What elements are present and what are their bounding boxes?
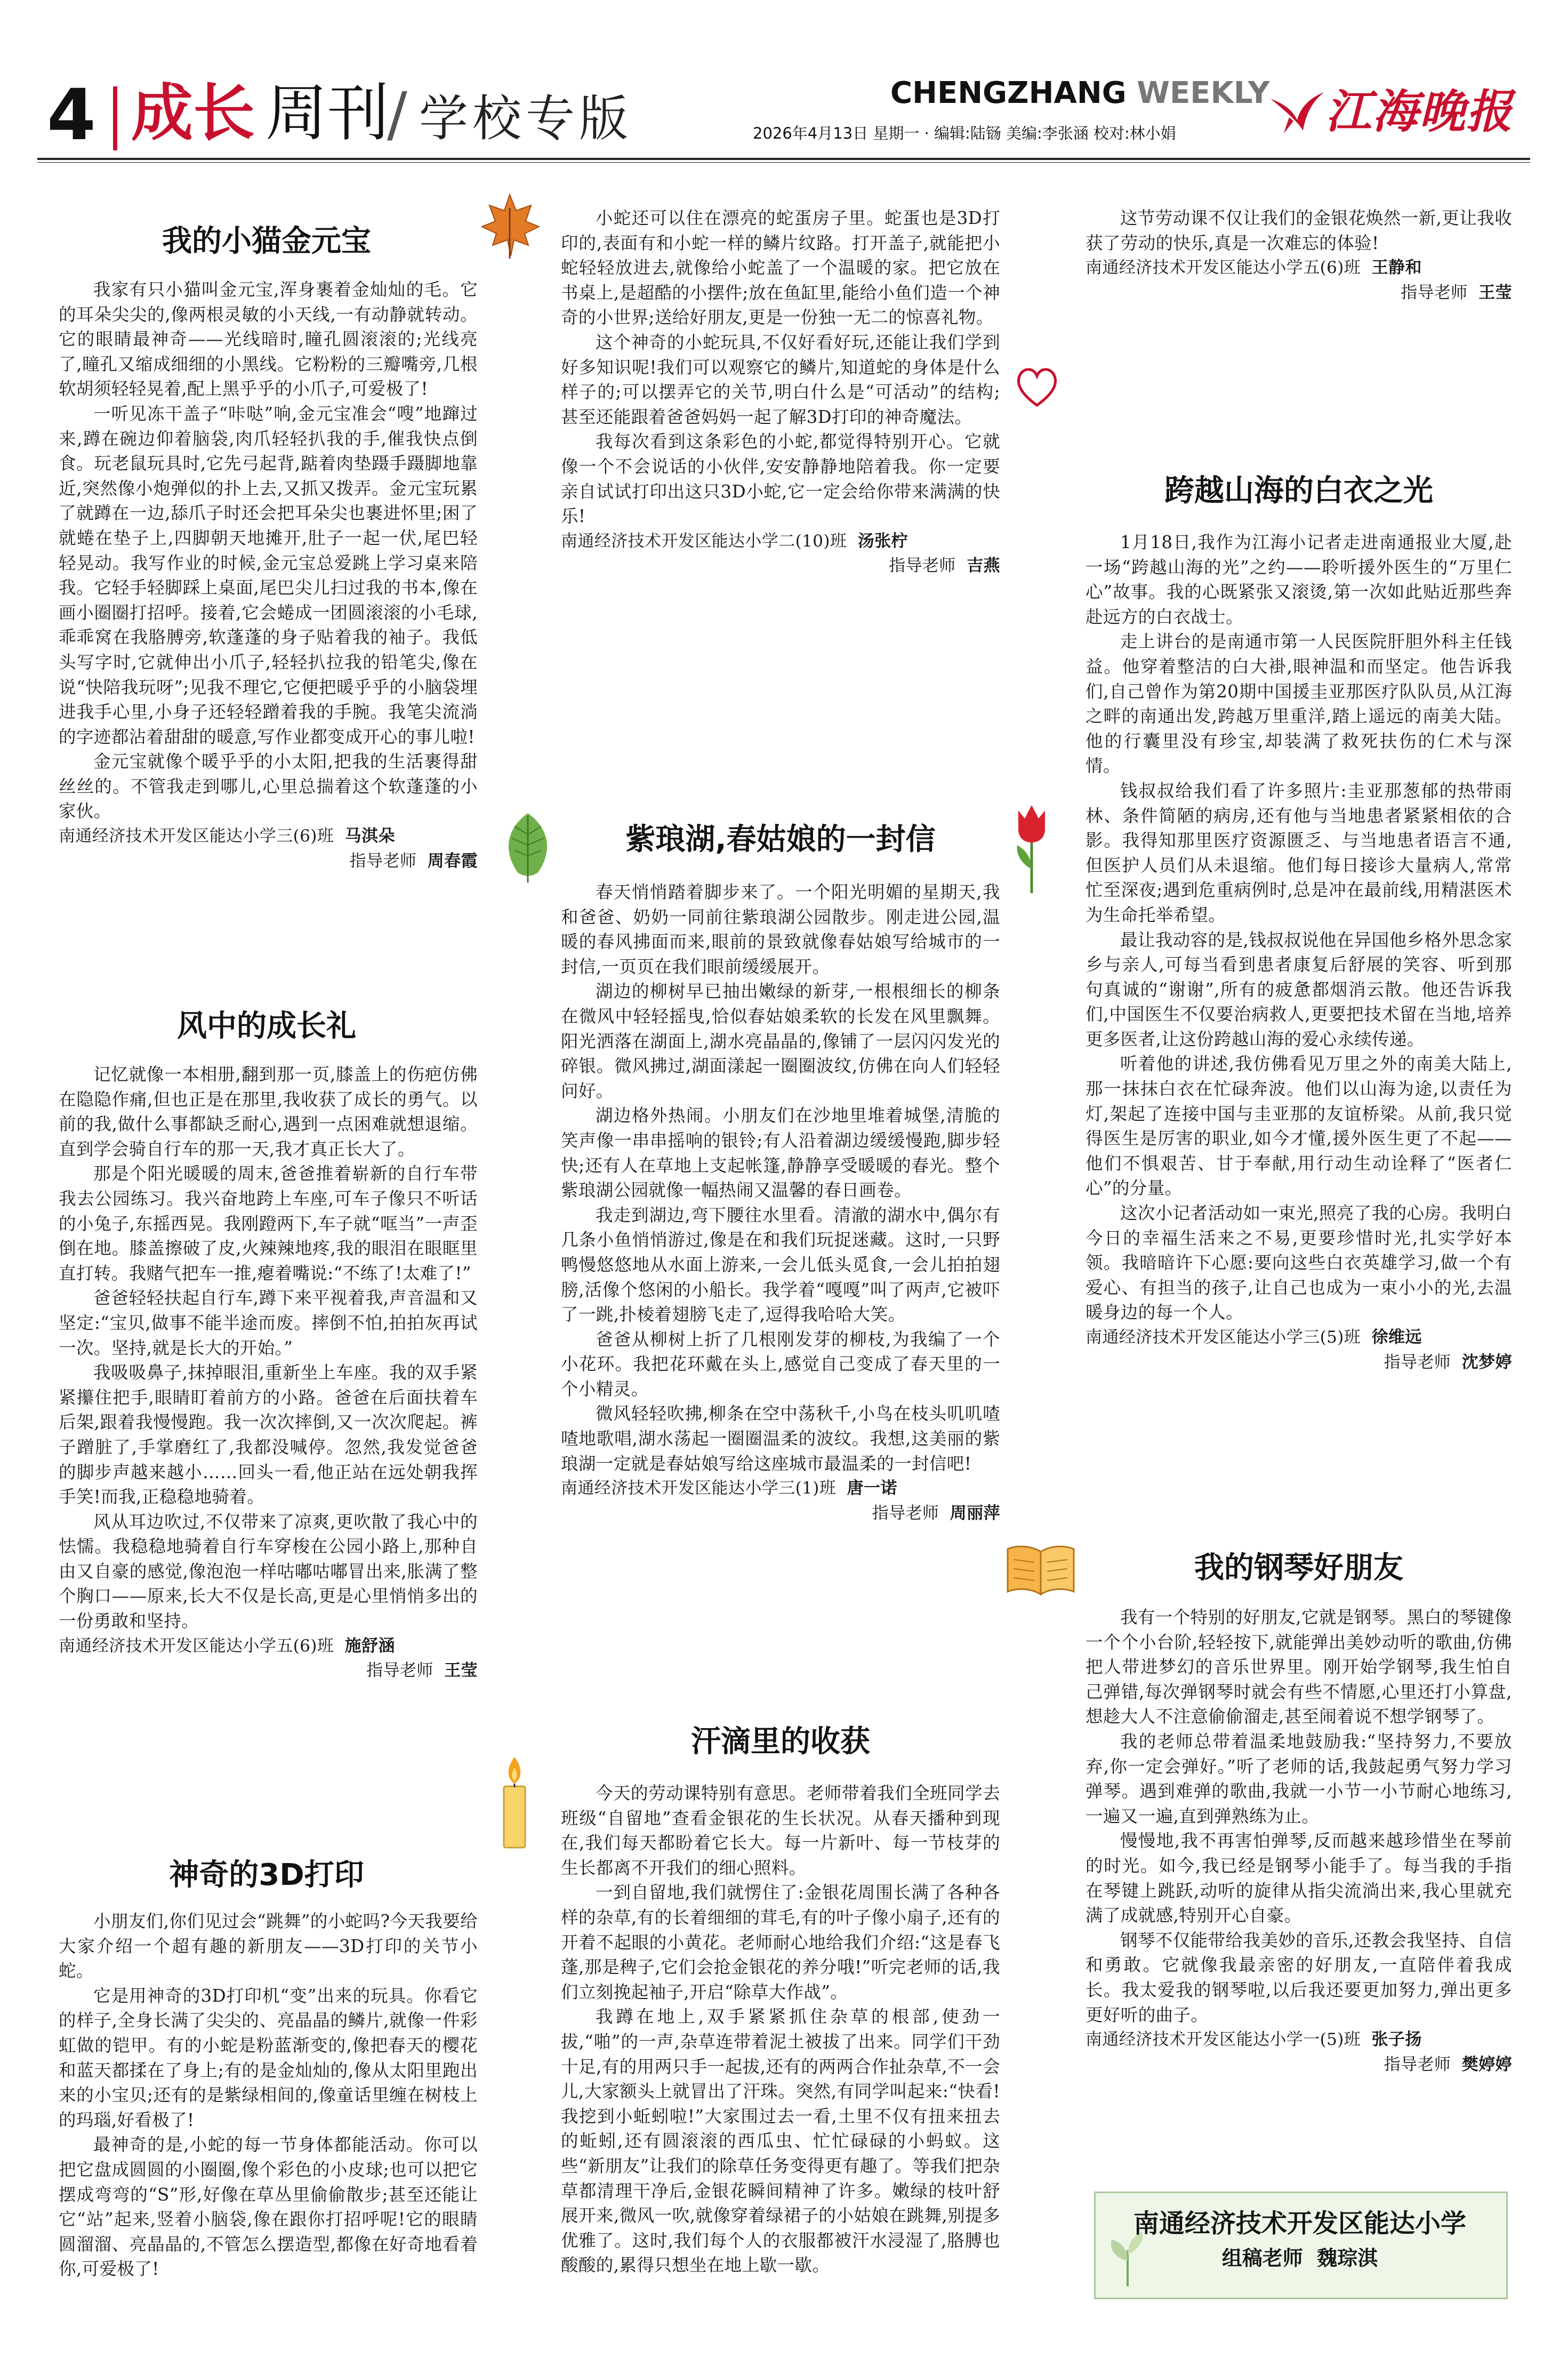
weekly-word-a: CHENGZHANG <box>890 76 1127 110</box>
student-name: 唐一诺 <box>847 1479 897 1498</box>
paragraph: 小朋友们,你们见过会“跳舞”的小蛇吗?今天我要给大家介绍一个超有趣的新朋友——3D打印的关节小蛇。 <box>59 1911 478 1981</box>
paragraph: 金元宝就像个暖乎乎的小太阳,把我的生活裹得甜丝丝的。不管我走到哪儿,心里总揣着这个软蓬蓬的小家伙。 <box>59 751 478 822</box>
author-line <box>561 529 1000 554</box>
green-leaf-icon <box>496 810 560 885</box>
author-line <box>1085 2027 1512 2052</box>
paragraph: 我的老师总带着温柔地鼓励我:“坚持努力,不要放弃,你一定会弹好。”听了老师的话,我鼓起勇气努力学习弹琴。遇到难弹的歌曲,我就一小节一小节耐心地练习,一遍又一遍,直到弹熟练为止。 <box>1085 1731 1512 1826</box>
heart-icon <box>1013 363 1061 411</box>
paragraph: 走上讲台的是南通市第一人民医院肝胆外科主任钱益。他穿着整洁的白大褂,眼神温和而坚定。他告诉我们,自己曾作为第20期中国援圭亚那医疗队队员,从江海之畔的南通出发,跨越万里重洋,踏上遥远的南美大陆。他的行囊里没有珍宝,却装满了救死扶伤的仁术与深情。 <box>1085 631 1512 776</box>
teacher-name: 吉燕 <box>967 556 1000 576</box>
footer-school: 南通经济技术开发区能达小学 <box>1133 2209 1466 2238</box>
paragraph: 我家有只小猫叫金元宝,浑身裹着金灿灿的毛。它的耳朵尖尖的,像两根灵敏的小天线,一有动静就转动。它的眼睛最神奇——光线暗时,瞳孔圆滚滚的;光线亮了,瞳孔又缩成细细的小黑线。它粉粉的三瓣嘴旁,几根软胡须轻轻晃着,配上黑乎乎的小爪子,可爱极了! <box>59 279 478 399</box>
teacher-line <box>59 849 478 874</box>
article-title: 风中的成长礼 <box>177 1009 356 1043</box>
paragraph: 风从耳边吹过,不仅带来了凉爽,更吹散了我心中的怯懦。我稳稳地骑着自行车穿梭在公园小路上,那种自由又自豪的感觉,像泡泡一样咕嘟咕嘟冒出来,胀满了整个胸口——原来,长大不仅是长高,更是心里悄悄多出的一份勇敢和坚持。 <box>59 1511 478 1632</box>
student-name: 徐维远 <box>1371 1328 1422 1347</box>
article-body <box>1085 530 1512 1375</box>
teacher-line <box>561 1501 1000 1526</box>
paragraph: 我吸吸鼻子,抹掉眼泪,重新坐上车座。我的双手紧紧攥住把手,眼睛盯着前方的小路。爸爸在后面扶着车后架,跟着我慢慢跑。我一次次摔倒,又一次次爬起。裤子蹭脏了,手掌磨红了,我都没喊停。忽然,我发觉爸爸的脚步声越来越小……回头一看,他正站在远处朝我挥手笑!而我,正稳稳地骑着。 <box>59 1362 478 1507</box>
paragraph: 春天悄悄踏着脚步来了。一个阳光明媚的星期天,我和爸爸、奶奶一同前往紫琅湖公园散步。刚走进公园,温暖的春风拂面而来,眼前的景致就像春姑娘写给城市的一封信,一页页在我们眼前缓缓展开。 <box>561 882 1000 977</box>
teacher-name: 王莹 <box>1478 283 1512 302</box>
advisor-label: 组稿老师 <box>1221 2246 1303 2270</box>
article-title: 跨越山海的白衣之光 <box>1164 473 1433 508</box>
paragraph: 最神奇的是,小蛇的每一节身体都能活动。你可以把它盘成圆圆的小圈圈,像个彩色的小皮球;也可以把它摆成弯弯的“S”形,好像在草丛里偷偷散步;甚至还能让它“站”起来,竖着小脑袋,像在跟你打招呼呢!它的眼睛圆溜溜、亮晶晶的,不管怎么摆造型,都像在好奇地看着你,可爱极了! <box>59 2134 478 2279</box>
article-body-continued <box>561 206 1000 579</box>
paragraph: 湖边格外热闹。小朋友们在沙地里堆着城堡,清脆的笑声像一串串摇响的银铃;有人沿着湖边缓缓慢跑,脚步轻快;还有人在草地上支起帐篷,静静享受暖暖的春光。整个紫琅湖公园就像一幅热闹又温馨的春日画卷。 <box>561 1105 1000 1201</box>
teacher-name: 周春霞 <box>427 851 478 871</box>
paragraph: 一到自留地,我们就愣住了:金银花周围长满了各种各样的杂草,有的长着细细的茸毛,有的叶子像小扇子,还有的开着不起眼的小黄花。老师耐心地给我们介绍:“这是春飞蓬,那是稗子,它们会抢金银花的养分哦!”听完老师的话,我们立刻挽起袖子,开启“除草大作战”。 <box>561 1882 1000 2002</box>
paragraph: 慢慢地,我不再害怕弹琴,反而越来越珍惜坐在琴前的时光。如今,我已经是钢琴小能手了。每当我的手指在琴键上跳跃,动听的旋律从指尖流淌出来,我心里就充满了成就感,特别开心自豪。 <box>1085 1831 1512 1926</box>
author-line <box>59 1634 478 1659</box>
candle-icon <box>493 1754 536 1850</box>
footer-advisor-line <box>1098 2245 1501 2271</box>
article-body <box>561 1781 1000 2278</box>
paragraph: 爸爸轻轻扶起自行车,蹲下来平视着我,声音温和又坚定:“宝贝,做事不能半途而废。摔倒不怕,拍拍灰再试一次。坚持,就是长大的开始。” <box>59 1288 478 1358</box>
weekly-word-b: WEEKLY <box>1137 76 1270 110</box>
author-line <box>1085 1325 1512 1350</box>
advisor-name: 魏琮淇 <box>1317 2246 1378 2270</box>
paragraph: 听着他的讲述,我仿佛看见万里之外的南美大陆上,那一抹抹白衣在忙碌奔波。他们以山海为途,以责任为灯,架起了连接中国与圭亚那的友谊桥梁。从前,我只觉得医生是厉害的职业,如今才懂,援外医生更了不起——他们不惧艰苦、甘于奉献,用行动生动诠释了“医者仁心”的分量。 <box>1085 1054 1512 1199</box>
paragraph: 最让我动容的是,钱叔叔说他在异国他乡格外思念家乡与亲人,可每当看到患者康复后舒展的笑容、听到那句真诚的“谢谢”,所有的疲惫都烟消云散。他还告诉我们,中国医生不仅要治病救人,更要把技术留在当地,培养更多医者,让这份跨越山海的爱心永续传递。 <box>1085 929 1512 1049</box>
paragraph: 一听见冻干盖子“咔哒”响,金元宝准会“嗖”地蹿过来,蹲在碗边仰着脑袋,肉爪轻轻扒我的手,催我快点倒食。玩老鼠玩具时,它先弓起背,踮着肉垫蹑手蹑脚地靠近,突然像小炮弹似的扑上去,又抓又拨弄。金元宝玩累了就蹲在一边,舔爪子时还会把耳朵尖也裹进怀里;困了就蜷在垫子上,四脚朝天地摊开,肚子一起一伏,尾巴轻轻晃动。我写作业的时候,金元宝总爱跳上学习桌来陪我。它轻手轻脚踩上桌面,尾巴尖儿扫过我的书本,像在画小圈圈打招呼。接着,它会蜷成一团圆滚滚的小毛球,乖乖窝在我胳膊旁,软蓬蓬的身子贴着我的袖子。我低头写字时,它就伸出小爪子,轻轻扒拉我的铅笔尖,像在说“快陪我玩呀”;见我不理它,它便把暖乎乎的小脑袋埋进我手心里,小身子还轻轻蹭着我的手腕。我笔尖流淌的字迹都沾着甜甜的暖意,写作业都变成开心的事儿啦! <box>59 403 478 747</box>
paragraph: 我每次看到这条彩色的小蛇,都觉得特别开心。它就像一个不会说话的小伙伴,安安静静地陪着我。你一定要亲自试试打印出这只3D小蛇,它一定会给你带来满满的快乐! <box>561 431 1000 527</box>
teacher-name: 王莹 <box>444 1661 478 1681</box>
article-title: 神奇的3D打印 <box>169 1858 364 1892</box>
teacher-name: 周丽萍 <box>950 1503 1000 1523</box>
paragraph: 我蹲在地上,双手紧紧抓住杂草的根部,使劲一拔,“啪”的一声,杂草连带着泥土被拔了出来。同学们干劲十足,有的用两只手一起拔,还有的两两合作扯杂草,不一会儿,大家额头上就冒出了汗珠。突然,有同学叫起来:“快看!我挖到小蚯蚓啦!”大家围过去一看,土里不仅有扭来扭去的蚯蚓,还有圆滚滚的西瓜虫、忙忙碌碌的小蚂蚁。这些“新朋友”让我们的除草任务变得更有趣了。等我们把杂草都清理干净后,金银花瞬间精神了许多。嫩绿的枝叶舒展开来,微风一吹,就像穿着绿裙子的小姑娘在跳舞,别提多优雅了。这时,我们每个人的衣服都被汗水浸湿了,胳膊也酸酸的,累得只想坐在地上歇一歇。 <box>561 2006 1000 2276</box>
article-title: 我的钢琴好朋友 <box>1194 1551 1403 1585</box>
paragraph: 今天的劳动课特别有意思。老师带着我们全班同学去班级“自留地”查看金银花的生长状况。从春天播种到现在,我们每天都盼着它长大。每一片新叶、每一节枝芽的生长都离不开我们的细心照料。 <box>561 1783 1000 1878</box>
school-class: 南通经济技术开发区能达小学五(6)班 <box>59 1636 334 1656</box>
teacher-name: 沈梦婷 <box>1461 1352 1512 1372</box>
newspaper-logo: 江海晚报 <box>1325 85 1513 139</box>
article-body-continued <box>1085 206 1512 305</box>
student-name: 施舒涵 <box>344 1636 395 1656</box>
student-name: 张子扬 <box>1371 2030 1422 2050</box>
school-class: 南通经济技术开发区能达小学三(6)班 <box>59 826 334 846</box>
school-class: 南通经济技术开发区能达小学三(1)班 <box>561 1479 837 1498</box>
article-body <box>59 277 478 873</box>
paragraph: 我走到湖边,弯下腰往水里看。清澈的湖水中,偶尔有几条小鱼悄悄游过,像是在和我们玩捉迷藏。这时,一只野鸭慢悠悠地从水面上游来,一会儿低头觅食,一会儿拍拍翅膀,活像个悠闲的小船长。我学着“嘎嘎”叫了两声,它被吓了一跳,扑棱着翅膀飞走了,逗得我哈哈大笑。 <box>561 1205 1000 1325</box>
header-rule-thin <box>37 162 1530 163</box>
article-body <box>1085 1605 1512 2077</box>
teacher-label: 指导老师 <box>1384 1352 1451 1372</box>
school-class: 南通经济技术开发区能达小学五(6)班 <box>1085 258 1361 278</box>
paragraph: 小蛇还可以住在漂亮的蛇蛋房子里。蛇蛋也是3D打印的,表面有和小蛇一样的鳞片纹路。打开盖子,就能把小蛇轻轻放进去,就像给小蛇盖了一个温暖的家。把它放在书桌上,是超酷的小摆件;放在鱼缸里,能给小鱼们造一个神奇的小世界;送给好朋友,更是一份独一无二的惊喜礼物。 <box>561 208 1000 328</box>
brand-black-text: 周刊 <box>266 77 389 149</box>
header-rule <box>37 158 1530 160</box>
teacher-line <box>59 1658 478 1683</box>
paragraph: 这次小记者活动如一束光,照亮了我的心房。我明白今日的幸福生活来之不易,更要珍惜时光,扎实学好本领。我暗暗许下心愿:要向这些白衣英雄学习,做一个有爱心、有担当的孩子,让自己也成为一束小小的光,去温暖身边的每一个人。 <box>1085 1203 1512 1323</box>
student-name: 王静和 <box>1371 258 1422 278</box>
paragraph: 爸爸从柳树上折了几根刚发芽的柳枝,为我编了一个小花环。我把花环戴在头上,感觉自己变成了春天里的一个小精灵。 <box>561 1329 1000 1399</box>
teacher-line <box>1085 2052 1512 2077</box>
brand-red-text: 成长 <box>131 77 255 149</box>
paragraph: 钢琴不仅能带给我美妙的音乐,还教会我坚持、自信和勇敢。它就像我最亲密的好朋友,一直陪伴着我成长。我太爱我的钢琴啦,以后我还要更加努力,弹出更多更好听的曲子。 <box>1085 1930 1512 2025</box>
paragraph: 这节劳动课不仅让我们的金银花焕然一新,更让我收获了劳动的快乐,真是一次难忘的体验! <box>1085 208 1512 253</box>
school-class: 南通经济技术开发区能达小学三(5)班 <box>1085 1328 1361 1347</box>
page-number: 4 <box>47 74 96 156</box>
paragraph: 1月18日,我作为江海小记者走进南通报业大厦,赴一场“跨越山海的光”之约——聆听援外医生的“万里仁心”故事。我的心既紧张又滚烫,第一次如此贴近那些奔赴远方的白衣战士。 <box>1085 532 1512 627</box>
brand-slash: / <box>387 80 407 149</box>
author-line <box>1085 255 1512 280</box>
swallow-icon <box>1268 88 1326 136</box>
paragraph: 这个神奇的小蛇玩具,不仅好看好玩,还能让我们学到好多知识呢!我们可以观察它的鳞片,知道蛇的身体是什么样子的;可以摆弄它的关节,明白什么是“可活动”的结构;甚至还能跟着爸爸妈妈一起了解3D打印的神奇魔法。 <box>561 332 1000 427</box>
teacher-label: 指导老师 <box>1401 283 1468 302</box>
teacher-line <box>1085 1350 1512 1375</box>
article-body <box>561 880 1000 1526</box>
teacher-line <box>1085 280 1512 306</box>
article-title: 汗滴里的收获 <box>691 1724 870 1759</box>
paragraph: 记忆就像一本相册,翻到那一页,膝盖上的伤疤仿佛在隐隐作痛,但也正是在那里,我收获了成长的勇气。以前的我,做什么事都缺乏耐心,遇到一点困难就想退缩。直到学会骑自行车的那一天,我才真正长大了。 <box>59 1064 478 1159</box>
author-line <box>59 824 478 849</box>
student-name: 汤张柠 <box>857 531 908 551</box>
tulip-icon <box>1002 800 1061 896</box>
issue-meta: 2026年4月13日 星期一 · 编辑:陆铴 美编:李张涵 校对:林小娟 <box>753 124 1176 142</box>
article-body <box>59 1062 478 1683</box>
paragraph: 它是用神奇的3D打印机“变”出来的玩具。你看它的样子,全身长满了尖尖的、亮晶晶的鳞片,就像一件彩虹做的铠甲。有的小蛇是粉蓝渐变的,像把春天的樱花和蓝天都揉在了身上;有的是金灿灿的,像从太阳里跑出来的小宝贝;还有的是紫绿相间的,像童话里缠在树枝上的玛瑙,好看极了! <box>59 1985 478 2130</box>
teacher-label: 指导老师 <box>366 1661 433 1681</box>
weekly-wordmark <box>890 75 1269 112</box>
header-divider-bar <box>113 86 117 150</box>
open-book-icon <box>1003 1541 1078 1600</box>
article-title: 我的小猫金元宝 <box>162 224 371 259</box>
teacher-label: 指导老师 <box>349 851 417 871</box>
teacher-label: 指导老师 <box>872 1503 939 1523</box>
paragraph: 钱叔叔给我们看了许多照片:圭亚那葱郁的热带雨林、条件简陋的病房,还有他与当地患者紧紧相依的合影。我得知那里医疗资源匮乏、与当地患者语言不通,但医护人员们从未退缩。他们每日接诊大量病人,常常忙至深夜;遇到危重病例时,总是冲在最前线,用精湛医术为生命托举希望。 <box>1085 780 1512 925</box>
teacher-label: 指导老师 <box>1384 2054 1451 2074</box>
maple-leaf-icon <box>478 192 542 261</box>
article-body <box>59 1909 478 2282</box>
teacher-label: 指导老师 <box>889 556 956 576</box>
paragraph: 微风轻轻吹拂,柳条在空中荡秋千,小鸟在枝头叽叽喳喳地歌唱,湖水荡起一圈圈温柔的波纹。我想,这美丽的紫琅湖一定就是春姑娘写给这座城市最温柔的一封信吧! <box>561 1403 1000 1474</box>
paragraph: 我有一个特别的好朋友,它就是钢琴。黑白的琴键像一个个小台阶,轻轻按下,就能弹出美妙动听的歌曲,仿佛把人带进梦幻的音乐世界里。刚开始学钢琴,我生怕自己弹错,每次弹钢琴时就会有些不情愿,心里还打小算盘,想趁大人不注意偷偷溜走,甚至闹着说不想学钢琴了。 <box>1085 1607 1512 1727</box>
section-name: 学校专版 <box>419 90 633 147</box>
teacher-name: 樊婷婷 <box>1461 2054 1512 2074</box>
paragraph: 湖边的柳树早已抽出嫩绿的新芽,一根根细长的柳条在微风中轻轻摇曳,恰似春姑娘柔软的长发在风里飘舞。阳光洒落在湖面上,湖水亮晶晶的,像铺了一层闪闪发光的碎银。微风拂过,湖面漾起一圈圈波纹,仿佛在向人们轻轻问好。 <box>561 981 1000 1101</box>
teacher-line <box>561 553 1000 579</box>
school-class: 南通经济技术开发区能达小学一(5)班 <box>1085 2030 1361 2050</box>
school-class: 南通经济技术开发区能达小学二(10)班 <box>561 531 847 551</box>
article-title: 紫琅湖,春姑娘的一封信 <box>625 822 936 857</box>
author-line <box>561 1476 1000 1501</box>
paragraph: 那是个阳光暖暖的周末,爸爸推着崭新的自行车带我去公园练习。我兴奋地跨上车座,可车子像只不听话的小兔子,东摇西晃。我刚蹬两下,车子就“哐当”一声歪倒在地。膝盖擦破了皮,火辣辣地疼,我的眼泪在眼眶里直打转。我赌气把车一推,瘪着嘴说:“不练了!太难了!” <box>59 1163 478 1283</box>
student-name: 马淇朵 <box>344 826 395 846</box>
